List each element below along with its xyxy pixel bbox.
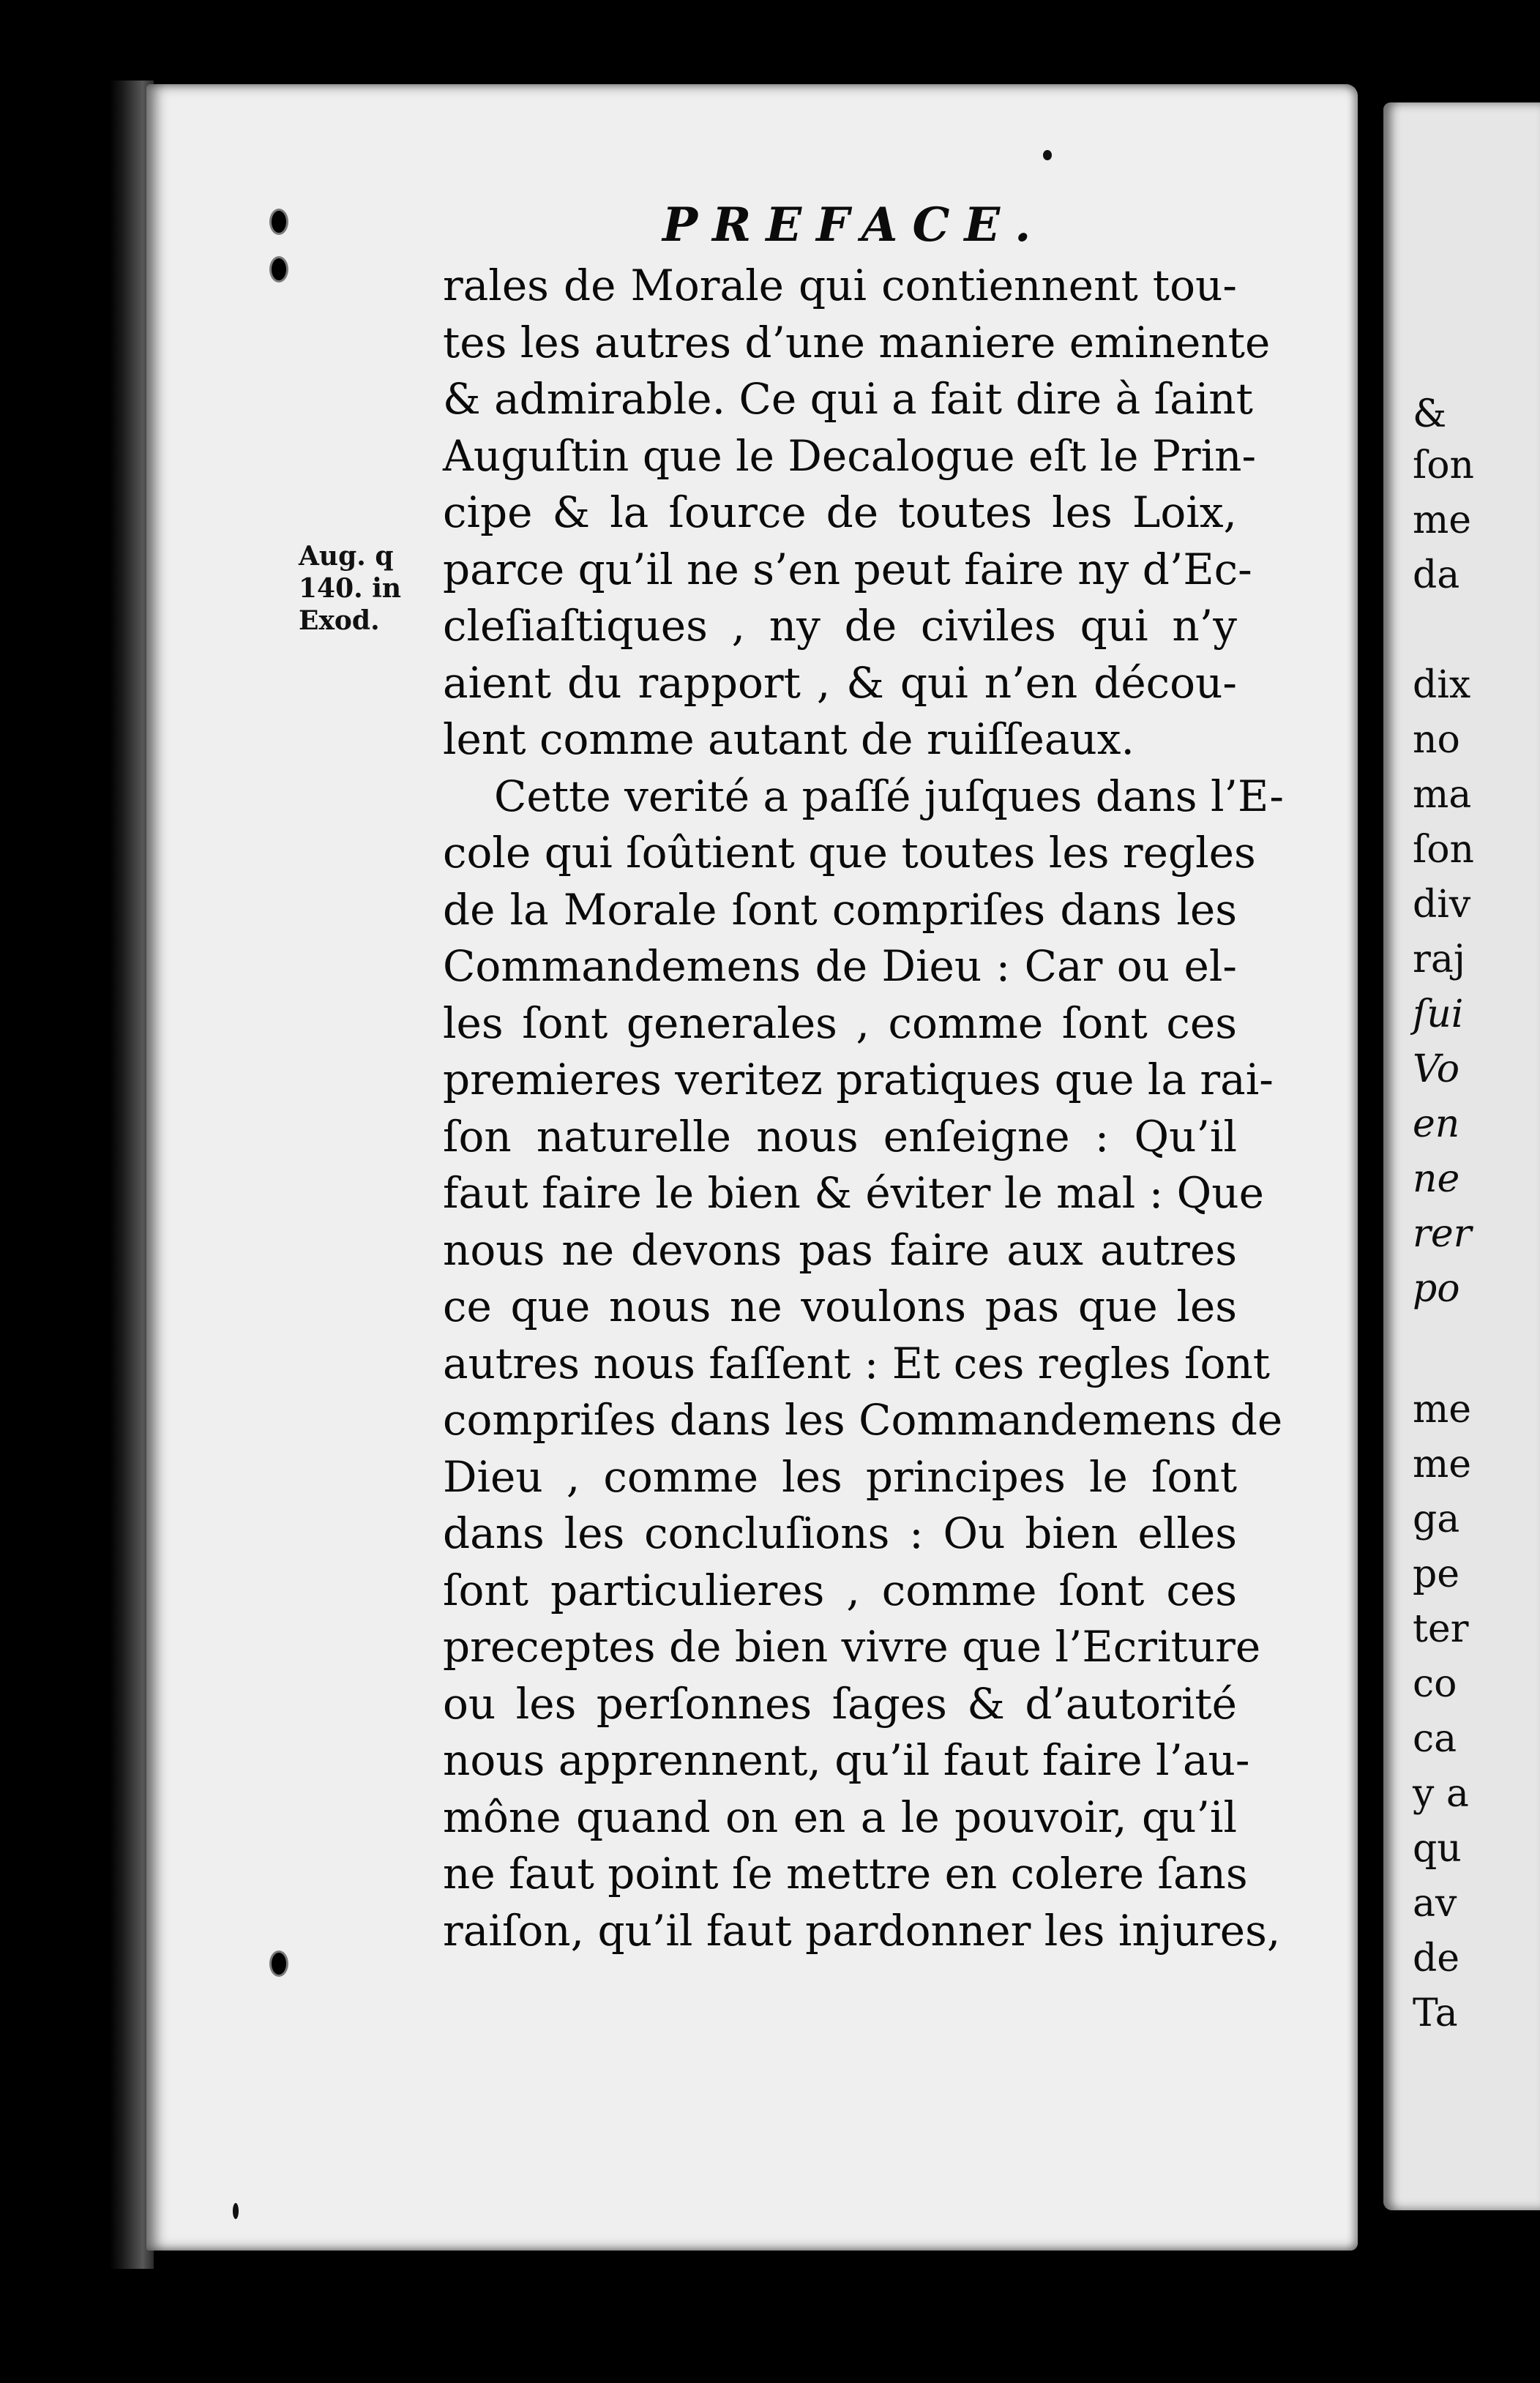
text-line: preceptes de bien vivre que l’Ecriture [443,1622,1261,1672]
text-line: Dieu , comme les principes le ſont [443,1451,1237,1502]
facing-line: pe [1413,1552,1460,1596]
text-line: les ſont generales , comme ſont ces [443,998,1237,1048]
facing-line: Vo [1413,1047,1460,1091]
text-line: cole qui ſoûtient que toutes les regles [443,828,1256,878]
facing-line: me [1413,1388,1472,1432]
margin-note-line: 140. in [299,573,402,604]
text-line: autres nous faſſent : Et ces regles ſont [443,1338,1271,1388]
facing-line: ſon [1413,444,1475,487]
text-line: Cette verité a paſſé juſques dans l’E- [494,771,1285,821]
facing-line: no [1413,718,1460,762]
text-line: ou les perſonnes ſages & d’autorité [443,1678,1237,1729]
facing-line: co [1413,1662,1457,1706]
facing-line: en [1413,1102,1460,1146]
text-line: compriſes dans les Commandemens de [443,1395,1283,1445]
text-line: cipe & la ſource de toutes les Loix, [443,487,1237,537]
text-line: Commandemens de Dieu : Car ou el- [443,941,1237,991]
text-line: lent comme autant de ruiſſeaux. [443,714,1135,764]
text-line: mône quand on en a le pouvoir, qu’il [443,1792,1237,1842]
facing-line: av [1413,1882,1457,1926]
facing-line: dix [1413,663,1471,707]
text-line: faut faire le bien & éviter le mal : Que [443,1168,1264,1218]
text-line: aient du rapport , & qui n’en décou- [443,657,1237,708]
binding-hole [269,209,288,235]
facing-line: ma [1413,773,1472,817]
text-line: ſont particulieres , comme ſont ces [443,1565,1237,1615]
margin-note [299,540,401,637]
binding-hole [269,256,288,283]
facing-line: Ta [1413,1991,1458,2035]
facing-line: de [1413,1937,1460,1980]
text-line: rales de Morale qui contiennent tou- [443,261,1237,310]
text-line: nous apprennent, qu’il faut faire l’au- [443,1735,1250,1785]
facing-line: ga [1413,1497,1460,1541]
text-line: raiſon, qu’il faut pardonner les injures, [443,1905,1281,1956]
body-text [443,258,1285,1959]
facing-line: raj [1413,938,1465,981]
facing-line: po [1413,1267,1460,1311]
text-line: cleſiaſtiques , ny de civiles qui n’y [443,601,1237,651]
ink-speck [1043,150,1052,160]
facing-line: & [1413,392,1447,436]
ink-speck [233,2203,239,2219]
facing-line: da [1413,553,1460,597]
text-line: ne faut point ſe mettre en colere ſans [443,1849,1248,1898]
text-line: parce qu’il ne s’en peut faire ny d’Ec- [443,544,1252,594]
facing-line: ſon [1413,828,1475,872]
facing-line: me [1413,498,1472,542]
text-line: tes les autres d’une maniere eminente [443,317,1271,367]
text-line: dans les concluſions : Ou bien elles [443,1508,1237,1558]
margin-note-line: Exod. [299,605,380,636]
text-line: de la Morale ſont compriſes dans les [443,884,1237,935]
text-line: & admirable. Ce qui a fait dire à ſaint [443,374,1253,424]
margin-note-line: Aug. q [299,541,394,572]
facing-line: ne [1413,1157,1460,1201]
text-line: premieres veritez pratiques que la rai- [443,1055,1274,1104]
running-header: PREFACE. [662,198,1046,252]
facing-page-fragment [1383,102,1540,2210]
facing-line: ſui [1413,992,1464,1036]
facing-line: rer [1413,1212,1472,1256]
facing-line: qu [1413,1827,1462,1871]
binding-hole [269,1950,288,1977]
text-line: ſon naturelle nous enſeigne : Qu’il [443,1111,1237,1161]
text-line: nous ne devons pas faire aux autres [443,1224,1237,1275]
facing-line: ca [1413,1717,1457,1761]
text-line: Auguſtin que le Decalogue eſt le Prin- [443,430,1257,481]
facing-line: div [1413,883,1471,927]
facing-line: me [1413,1443,1472,1486]
facing-line: y a [1413,1772,1469,1816]
text-line: ce que nous ne voulons pas que les [443,1282,1237,1331]
facing-line: ter [1413,1607,1469,1651]
